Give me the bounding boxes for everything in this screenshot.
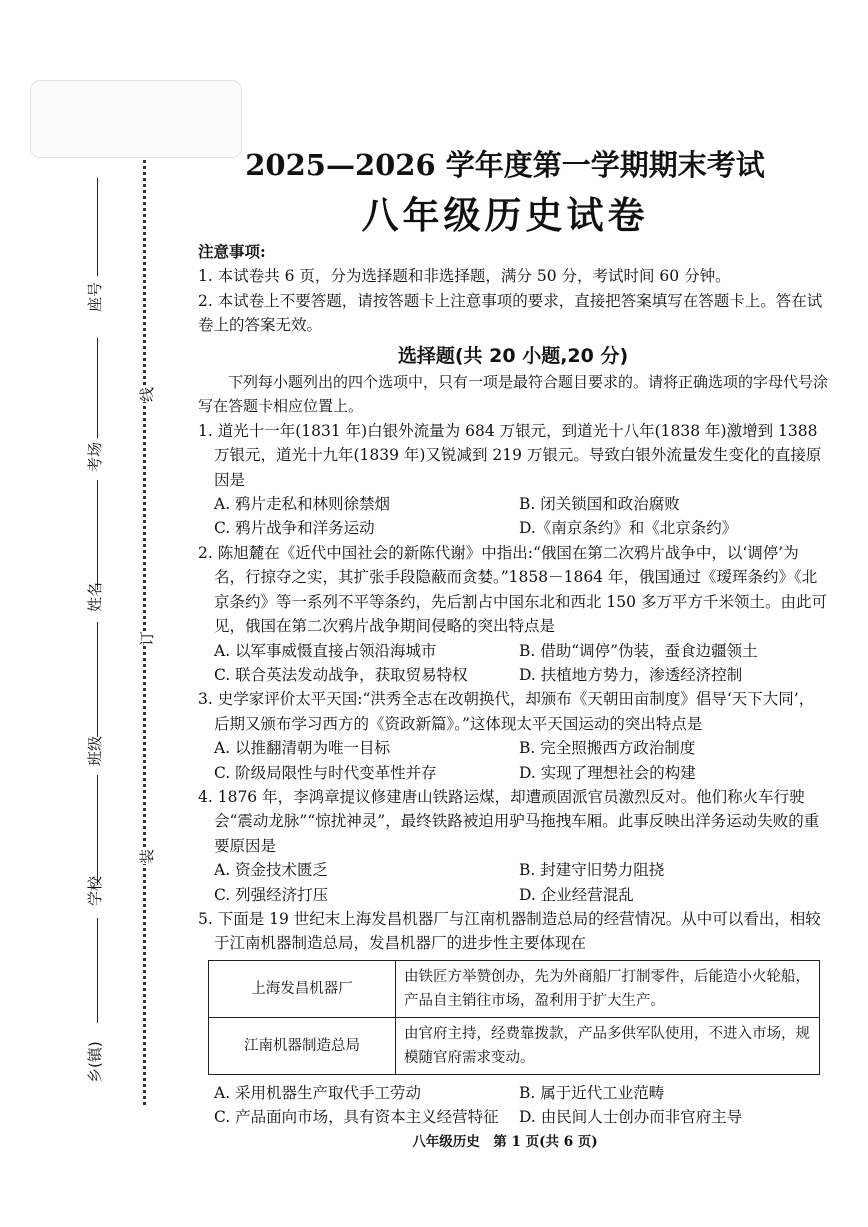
school-label: 学校 — [86, 875, 104, 906]
binding-mark-ding: 订 — [138, 630, 156, 646]
school-line — [97, 775, 98, 885]
question-5-stem: 5. 下面是 19 世纪末上海发昌机器厂与江南机器制造总局的经营情况。从中可以看出，相较于江南机器制造总局，发昌机器厂的进步性主要体现在 — [198, 909, 821, 953]
seat-label: 座号 — [86, 281, 104, 312]
question-4-stem: 4. 1876 年，李鸿章提议修建唐山铁路运煤，却遭顽固派官员激烈反对。他们称火车行驶会“震动龙脉”“惊扰神灵”，最终铁路被迫用驴马拖拽车厢。此事反映出洋务运动失败的重要原因是 — [198, 787, 820, 855]
question-2-option-b: B. 借助“调停”伪装，蚕食边疆领土 — [519, 641, 758, 660]
question-3-option-d: D. 实现了理想社会的构建 — [519, 763, 696, 782]
factory-comparison-table — [208, 960, 820, 1075]
table-cell-name: 上海发昌机器厂 — [209, 960, 396, 1017]
table-cell-desc: 由铁匠方举赞创办，先为外商船厂打制零件，后能造小火轮船，产品自主销往市场，盈利用于扩大生产。 — [396, 960, 820, 1017]
question-3-option-c: C. 阶级局限性与时代变革性并存 — [214, 763, 437, 782]
seat-line — [97, 178, 98, 276]
town-label: 乡(镇) — [86, 1041, 104, 1083]
class-line — [97, 622, 98, 737]
table-row — [209, 960, 820, 1017]
question-1-option-d: D.《南京条约》和《北京条约》 — [519, 519, 738, 538]
question-5-options — [198, 1081, 828, 1130]
question-5-option-d: D. 由民间人士创办而非官府主导 — [519, 1108, 743, 1127]
section-instruction: 下列每小题列出的四个选项中，只有一项是最符合题目要求的。请将正确选项的字母代号涂写在答题卡相应位置上。 — [198, 373, 829, 416]
table-cell-desc: 由官府主持，经费靠拨款，产品多供军队使用，不进入市场，规模随官府需求变动。 — [396, 1017, 820, 1074]
room-label: 考场 — [86, 441, 104, 472]
notes-item-2: 2. 本试卷上不要答题，请按答题卡上注意事项的要求，直接把答案填写在答题卡上。答在试卷上的答案无效。 — [198, 291, 823, 335]
question-2-option-a: A. 以军事威慑直接占领沿海城市 — [214, 641, 437, 660]
question-4-option-b: B. 封建守旧势力阻挠 — [519, 861, 665, 880]
question-5-option-b: B. 属于近代工业范畴 — [519, 1083, 665, 1102]
exam-subject-title: 八年级历史试卷 — [361, 194, 649, 237]
question-2-option-c: C. 联合英法发动战争，获取贸易特权 — [214, 665, 468, 684]
page-footer: 八年级历史 第 1 页(共 6 页) — [412, 1134, 598, 1150]
question-4-option-d: D. 企业经营混乱 — [519, 885, 634, 904]
name-label: 姓名 — [86, 581, 104, 612]
question-4-option-c: C. 列强经济打压 — [214, 885, 329, 904]
question-2-option-d: D. 扶植地方势力，渗透经济控制 — [519, 665, 743, 684]
room-line — [97, 338, 98, 438]
name-line — [97, 480, 98, 590]
question-5-option-a: A. 采用机器生产取代手工劳动 — [214, 1083, 422, 1102]
notes-item-1: 1. 本试卷共 6 页，分为选择题和非选择题，满分 50 分，考试时间 60 分钟。 — [198, 267, 731, 286]
binding-mark-line: 线 — [138, 386, 156, 402]
table-row — [209, 1017, 820, 1074]
binding-mark-zhuang: 装 — [138, 848, 156, 864]
question-1-option-b: B. 闭关锁国和政治腐败 — [519, 495, 680, 514]
question-1-options — [198, 492, 828, 541]
question-4-option-a: A. 资金技术匮乏 — [214, 861, 329, 880]
town-line — [97, 918, 98, 1023]
exam-year-title: 2025—2026 学年度第一学期期末考试 — [245, 148, 765, 182]
question-2-stem: 2. 陈旭麓在《近代中国社会的新陈代谢》中指出:“俄国在第二次鸦片战争中，以‘调停’为名，行掠夺之实，其扩张手段隐蔽而贪婪。”1858－1864 年，俄国通过《瑷珲条约》《北京条约》等一系列不平等条约，先后割占中国东北和西北 150 多万平方千米领土。由此可见，俄国在第二次鸦片战争期间侵略的突出特点是 — [198, 543, 827, 636]
question-1-stem: 1. 道光十一年(1831 年)白银外流量为 684 万银元，到道光十八年(1838 年)激增到 1388 万银元，道光十九年(1839 年)又锐减到 219 万银元。导致白银外流量发生变化的直接原因是 — [198, 421, 822, 489]
question-5-option-c: C. 产品面向市场，具有资本主义经营特征 — [214, 1108, 499, 1127]
question-1-option-a: A. 鸦片走私和林则徐禁烟 — [214, 495, 391, 514]
question-3-option-a: A. 以推翻清朝为唯一目标 — [214, 739, 391, 758]
table-cell-name: 江南机器制造总局 — [209, 1017, 396, 1074]
class-label: 班级 — [86, 735, 104, 766]
section-title: 选择题(共 20 小题,20 分) — [397, 344, 629, 367]
exam-content — [198, 240, 828, 1130]
question-2-options — [198, 639, 828, 688]
notes-heading: 注意事项: — [198, 242, 266, 261]
question-3-options — [198, 736, 828, 785]
question-3-stem: 3. 史学家评价太平天国:“洪秀全志在改朝换代，却颁布《天朝田亩制度》倡导‘天下大同’，后期又颁布学习西方的《资政新篇》。”这体现太平天国运动的突出特点是 — [198, 690, 815, 733]
question-4-options — [198, 858, 828, 907]
question-3-option-b: B. 完全照搬西方政治制度 — [519, 739, 696, 758]
question-1-option-c: C. 鸦片战争和洋务运动 — [214, 519, 375, 538]
